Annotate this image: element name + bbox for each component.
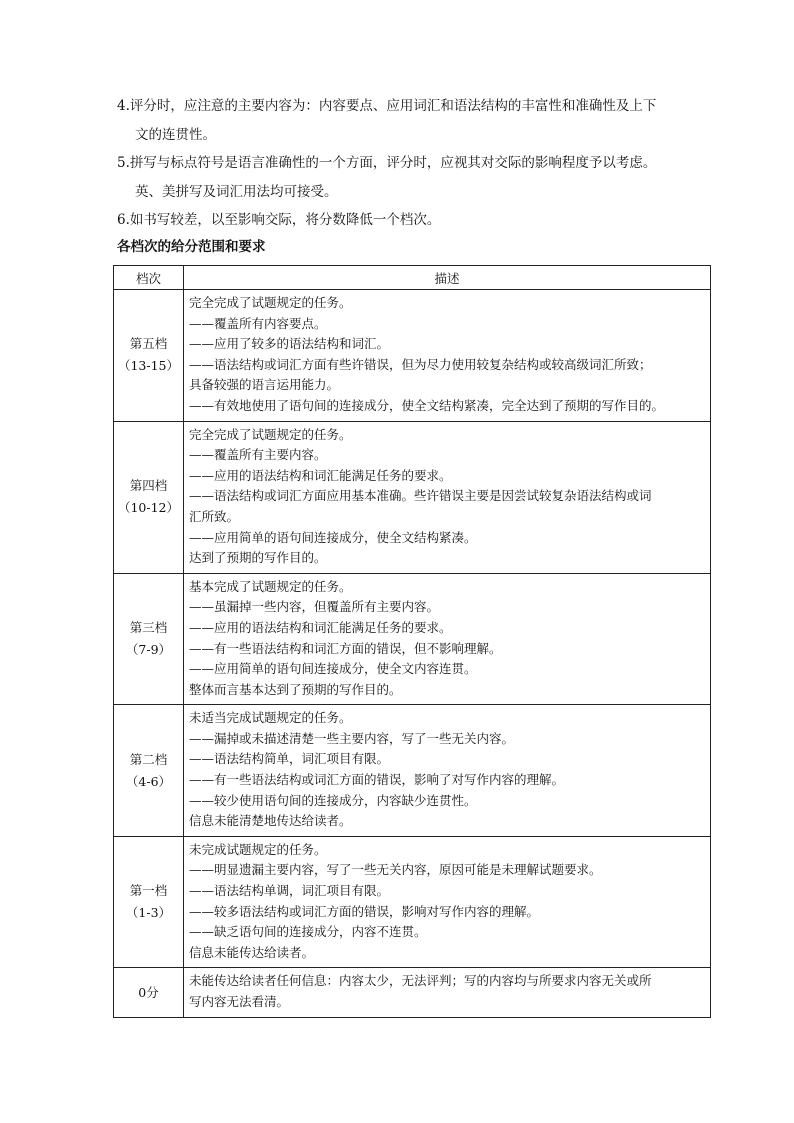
description-line: ——虽漏掉一些内容，但覆盖所有主要内容。 — [189, 599, 440, 615]
table-row — [114, 968, 711, 1017]
table-row — [114, 705, 711, 837]
table-row — [114, 573, 711, 705]
description-line: 未完成试题规定的任务。 — [189, 841, 327, 857]
level-score-range: （1-3） — [125, 905, 172, 921]
table-row — [114, 836, 711, 968]
description-line: ——应用了较多的语法结构和词汇。 — [189, 336, 390, 352]
note-6: 6.如书写较差，以至影响交际，将分数降低一个档次。 — [117, 212, 441, 228]
level-score-range: （4-6） — [125, 773, 172, 789]
level-cell — [114, 421, 184, 573]
level-score-range: （7-9） — [125, 642, 172, 657]
note-4-line-1: 4.评分时，应注意的主要内容为：内容要点、应用词汇和语法结构的丰富性和准确性及上下 — [117, 98, 657, 114]
level-cell — [114, 573, 184, 705]
description-cell — [184, 705, 711, 837]
rubric-body — [114, 290, 711, 1018]
level-score-range: （13-15） — [117, 358, 180, 374]
description-line: 写内容无法看清。 — [189, 994, 290, 1009]
level-cell — [114, 836, 184, 968]
description-line: ——明显遗漏主要内容，写了一些无关内容，原因可能是未理解试题要求。 — [189, 862, 602, 878]
description-cell — [184, 968, 711, 1017]
description-line: ——有效地使用了语句间的连接成分，使全文结构紧凑，完全达到了预期的写作目的。 — [189, 397, 665, 413]
level-name: 第四档 — [129, 478, 168, 494]
description-line: ——应用的语法结构和词汇能满足任务的要求。 — [189, 619, 452, 635]
description-line: ——应用的语法结构和词汇能满足任务的要求。 — [189, 467, 452, 483]
note-5-line-1: 5.拼写与标点符号是语言准确性的一个方面，评分时，应视其对交际的影响程度予以考虑。 — [117, 155, 657, 171]
level-cell — [114, 705, 184, 837]
description-line: ——语法结构或词汇方面应用基本准确。些许错误主要是因尝试较复杂语法结构或词 — [189, 488, 652, 504]
note-5-line-2: 英、美拼写及词汇用法均可接受。 — [135, 184, 338, 200]
section-heading: 各档次的给分范围和要求 — [117, 239, 266, 255]
description-line: ——应用简单的语句间连接成分，使全文结构紧凑。 — [189, 529, 477, 545]
description-line: ——语法结构简单，词汇项目有限。 — [189, 751, 390, 767]
description-line: 具备较强的语言运用能力。 — [189, 377, 340, 393]
description-cell — [184, 573, 711, 705]
description-line: ——较少使用语句间的连接成分，内容缺少连贯性。 — [189, 792, 477, 808]
level-name: 第三档 — [129, 620, 168, 635]
level-name: 0分 — [138, 984, 159, 1000]
table-row — [114, 421, 711, 573]
header-description: 描述 — [184, 266, 711, 290]
note-4-line-2: 文的连贯性。 — [135, 127, 216, 143]
description-line: 达到了预期的写作目的。 — [189, 550, 327, 566]
description-line: ——缺乏语句间的连接成分，内容不连贯。 — [189, 924, 427, 940]
description-line: ——语法结构单调，词汇项目有限。 — [189, 883, 390, 899]
description-line: 整体而言基本达到了预期的写作目的。 — [189, 681, 402, 697]
level-cell — [114, 968, 184, 1017]
description-line: ——有一些语法结构或词汇方面的错误，影响了对写作内容的理解。 — [189, 772, 565, 788]
description-cell — [184, 421, 711, 573]
description-cell — [184, 836, 711, 968]
description-line: 汇所致。 — [189, 508, 240, 524]
header-level: 档次 — [114, 266, 184, 290]
level-cell — [114, 290, 184, 422]
table-header-row — [114, 266, 711, 290]
description-line: ——覆盖所有内容要点。 — [189, 315, 327, 331]
description-line: 信息未能清楚地传达给读者。 — [189, 813, 352, 829]
level-name: 第二档 — [129, 751, 168, 767]
description-line: ——语法结构或词汇方面有些许错误，但为尽力使用较复杂结构或较高级词汇所致； — [189, 356, 652, 372]
description-line: ——覆盖所有主要内容。 — [189, 447, 327, 463]
table-row — [114, 290, 711, 422]
description-line: ——有一些语法结构和词汇方面的错误，但不影响理解。 — [189, 640, 502, 656]
description-line: ——应用简单的语句间连接成分，使全文内容连贯。 — [189, 661, 477, 677]
description-line: ——漏掉或未描述清楚一些主要内容，写了一些无关内容。 — [189, 730, 515, 746]
description-line: 未适当完成试题规定的任务。 — [189, 710, 352, 726]
level-score-range: （10-12） — [117, 500, 180, 516]
description-line: 信息未能传达给读者。 — [189, 944, 315, 960]
description-line: 完全完成了试题规定的任务。 — [189, 295, 352, 310]
rubric-table — [113, 265, 711, 1018]
description-cell — [184, 290, 711, 422]
description-line: 基本完成了试题规定的任务。 — [189, 578, 352, 594]
level-name: 第一档 — [129, 883, 168, 899]
level-name: 第五档 — [129, 336, 168, 352]
description-line: 完全完成了试题规定的任务。 — [189, 426, 352, 442]
description-line: 未能传达给读者任何信息：内容太少，无法评判；写的内容均与所要求内容无关或所 — [189, 973, 652, 989]
description-line: ——较多语法结构或词汇方面的错误，影响对写作内容的理解。 — [189, 903, 540, 919]
